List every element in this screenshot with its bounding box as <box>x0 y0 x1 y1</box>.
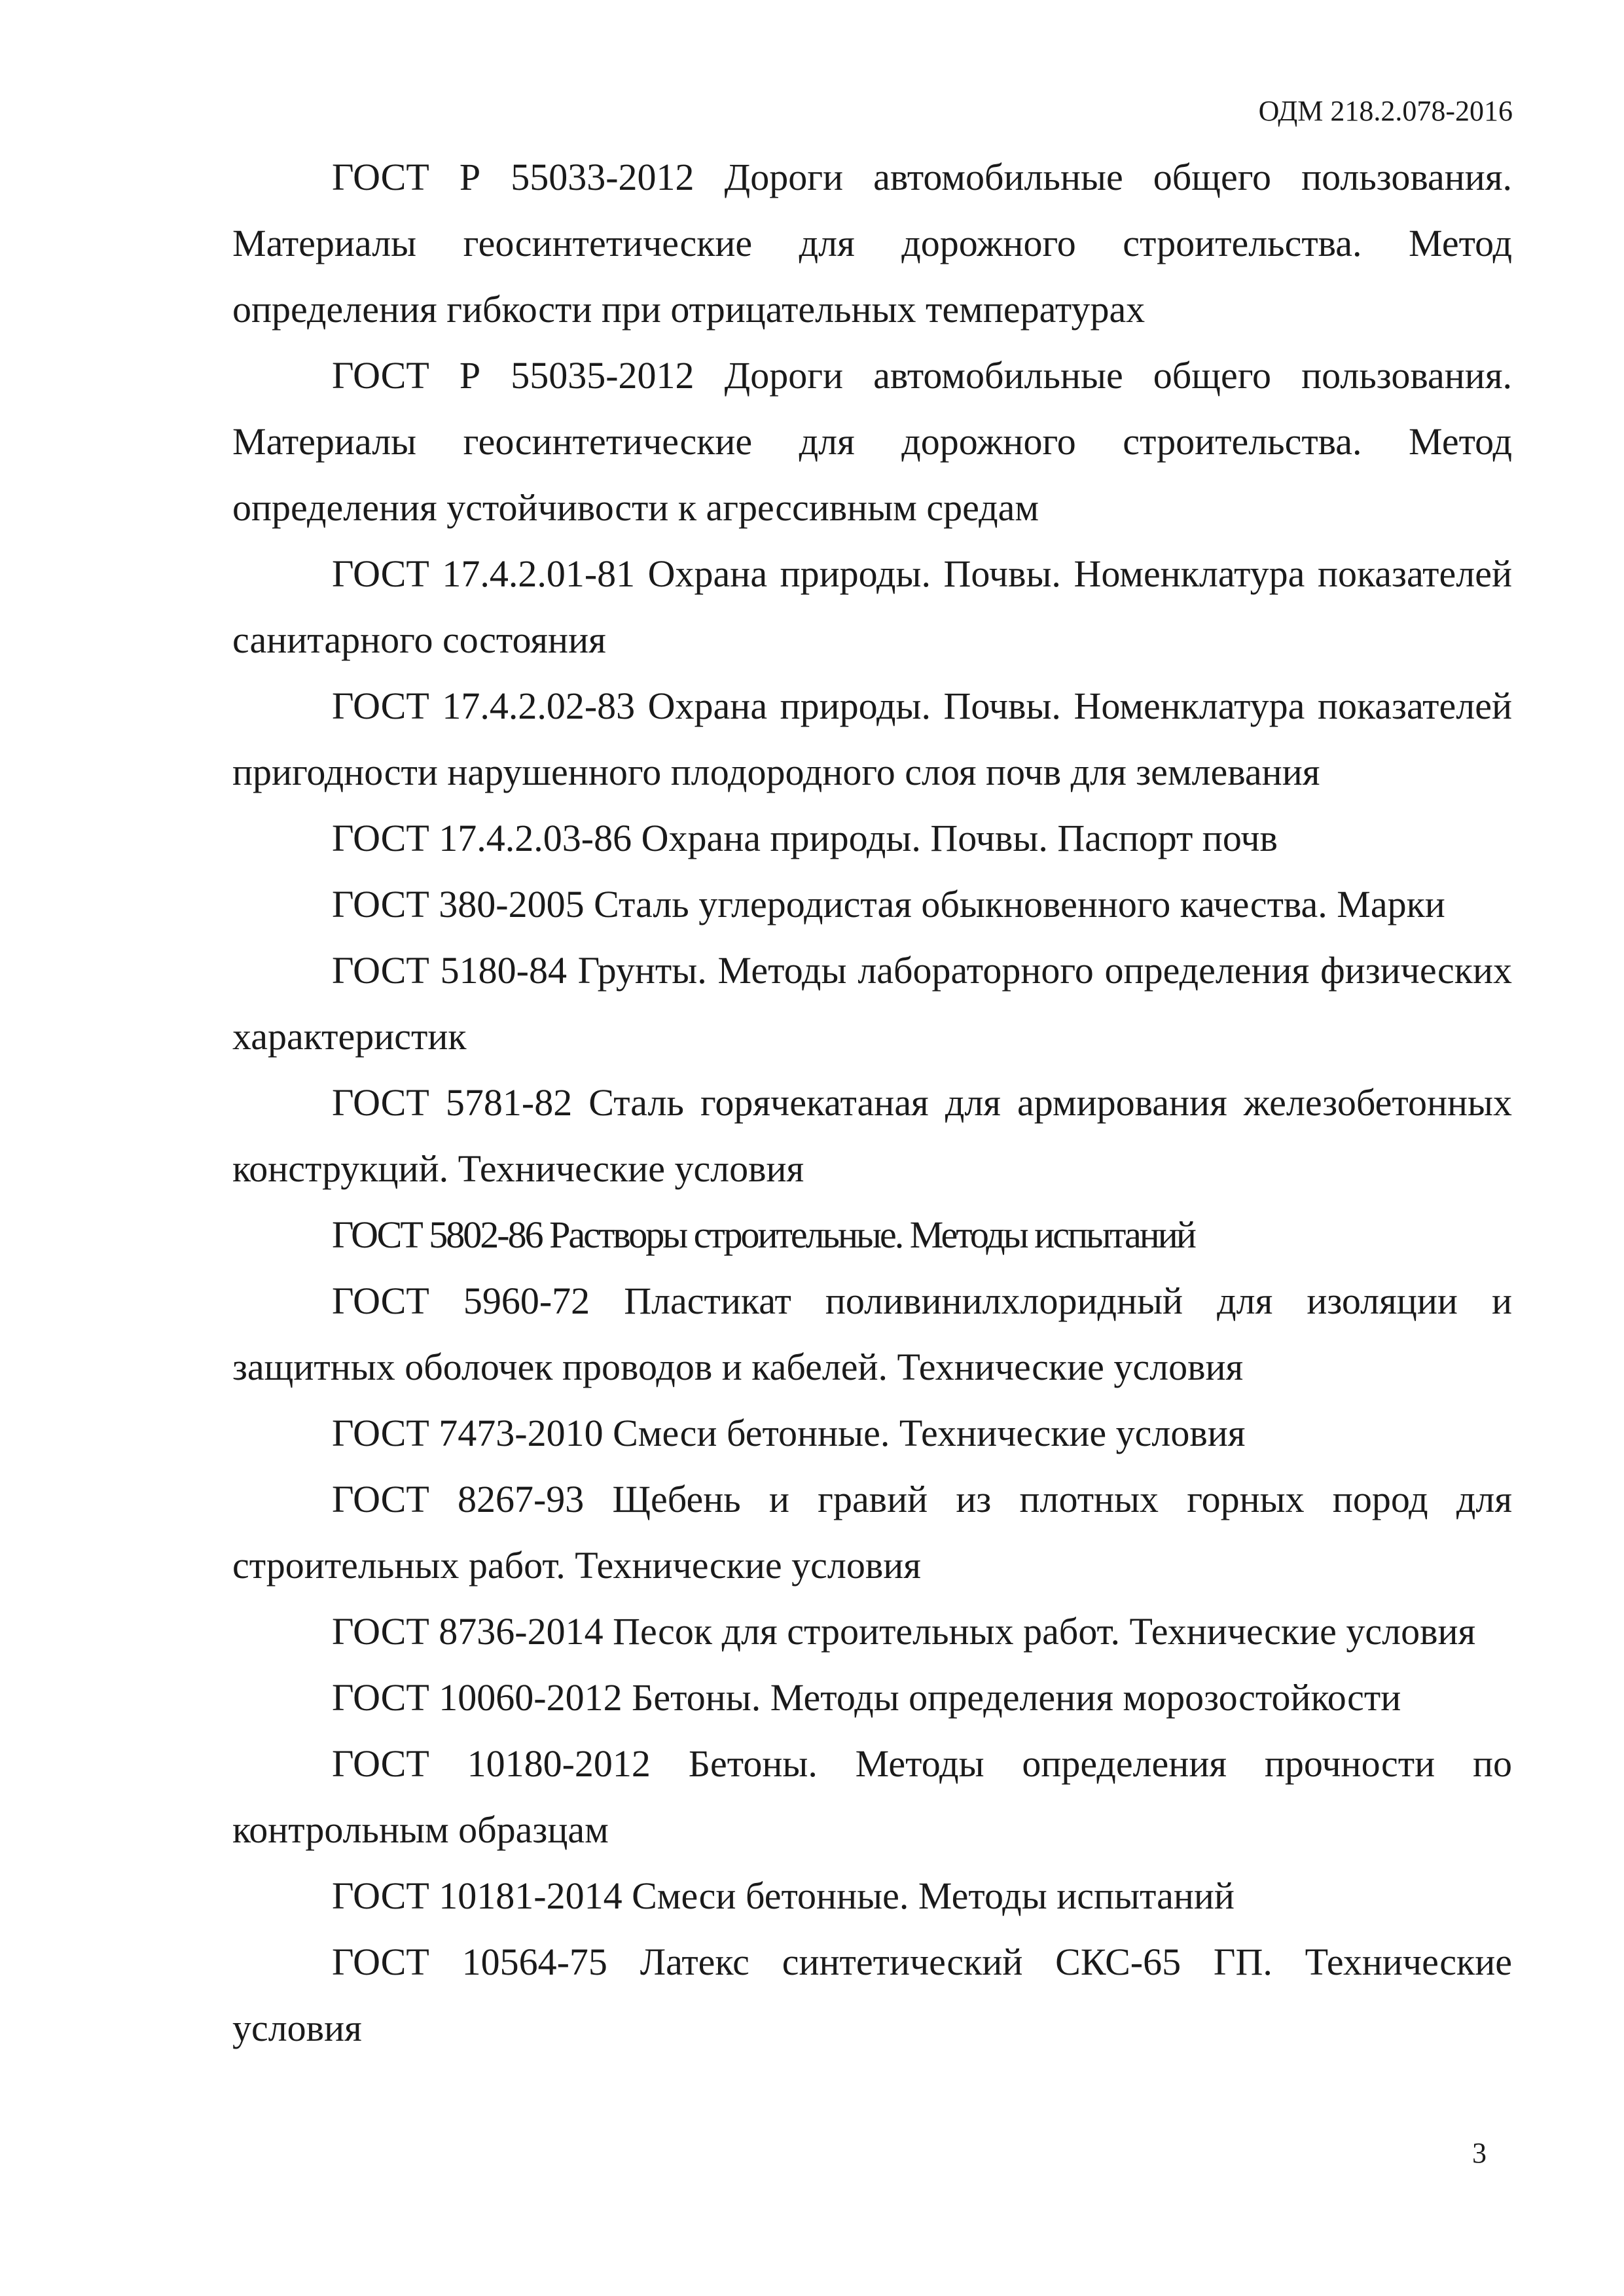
list-item: ГОСТ 17.4.2.02-83 Охрана природы. Почвы. Номенклатура показателей пригодности нарушенного плодородного слоя почв для землевания <box>232 685 1512 793</box>
list-item: ГОСТ 10564-75 Латекс синтетический СКС-65 ГП. Технические условия <box>232 1941 1512 2049</box>
list-item: ГОСТ 7473-2010 Смеси бетонные. Технические условия <box>332 1412 1246 1454</box>
list-item: ГОСТ 17.4.2.03-86 Охрана природы. Почвы. Паспорт почв <box>332 817 1278 859</box>
list-item: ГОСТ 5960-72 Пластикат поливинилхлоридный для изоляции и защитных оболочек проводов и кабелей. Технические условия <box>232 1280 1512 1388</box>
list-item: ГОСТ 10181-2014 Смеси бетонные. Методы испытаний <box>332 1874 1235 1917</box>
list-item: ГОСТ 5781-82 Сталь горячекатаная для армирования железобетонных конструкций. Технические условия <box>232 1081 1512 1190</box>
list-item: ГОСТ 10060-2012 Бетоны. Методы определения морозостойкости <box>332 1676 1401 1719</box>
list-item: ГОСТ 5802-86 Растворы строительные. Методы испытаний <box>332 1213 1195 1256</box>
list-item: ГОСТ 8267-93 Щебень и гравий из плотных горных пород для строительных работ. Технические условия <box>232 1478 1512 1587</box>
list-item: ГОСТ 10180-2012 Бетоны. Методы определения прочности по контрольным образцам <box>232 1742 1512 1851</box>
list-item: ГОСТ Р 55035-2012 Дороги автомобильные общего пользования. Материалы геосинтетические для дорожного строительства. Метод определения устойчивости к агрессивным средам <box>232 354 1512 529</box>
list-item: ГОСТ 17.4.2.01-81 Охрана природы. Почвы. Номенклатура показателей санитарного состояния <box>232 552 1512 661</box>
document-id-header: ОДМ 218.2.078-2016 <box>1258 95 1513 127</box>
list-item: ГОСТ 8736-2014 Песок для строительных работ. Технические условия <box>332 1610 1476 1653</box>
standards-list <box>232 144 1512 2061</box>
list-item: ГОСТ Р 55033-2012 Дороги автомобильные общего пользования. Материалы геосинтетические для дорожного строительства. Метод определения гибкости при отрицательных температурах <box>232 156 1512 331</box>
list-item: ГОСТ 5180-84 Грунты. Методы лабораторного определения физических характеристик <box>232 949 1512 1058</box>
list-item: ГОСТ 380-2005 Сталь углеродистая обыкновенного качества. Марки <box>332 883 1445 925</box>
page-number: 3 <box>1472 2137 1487 2169</box>
